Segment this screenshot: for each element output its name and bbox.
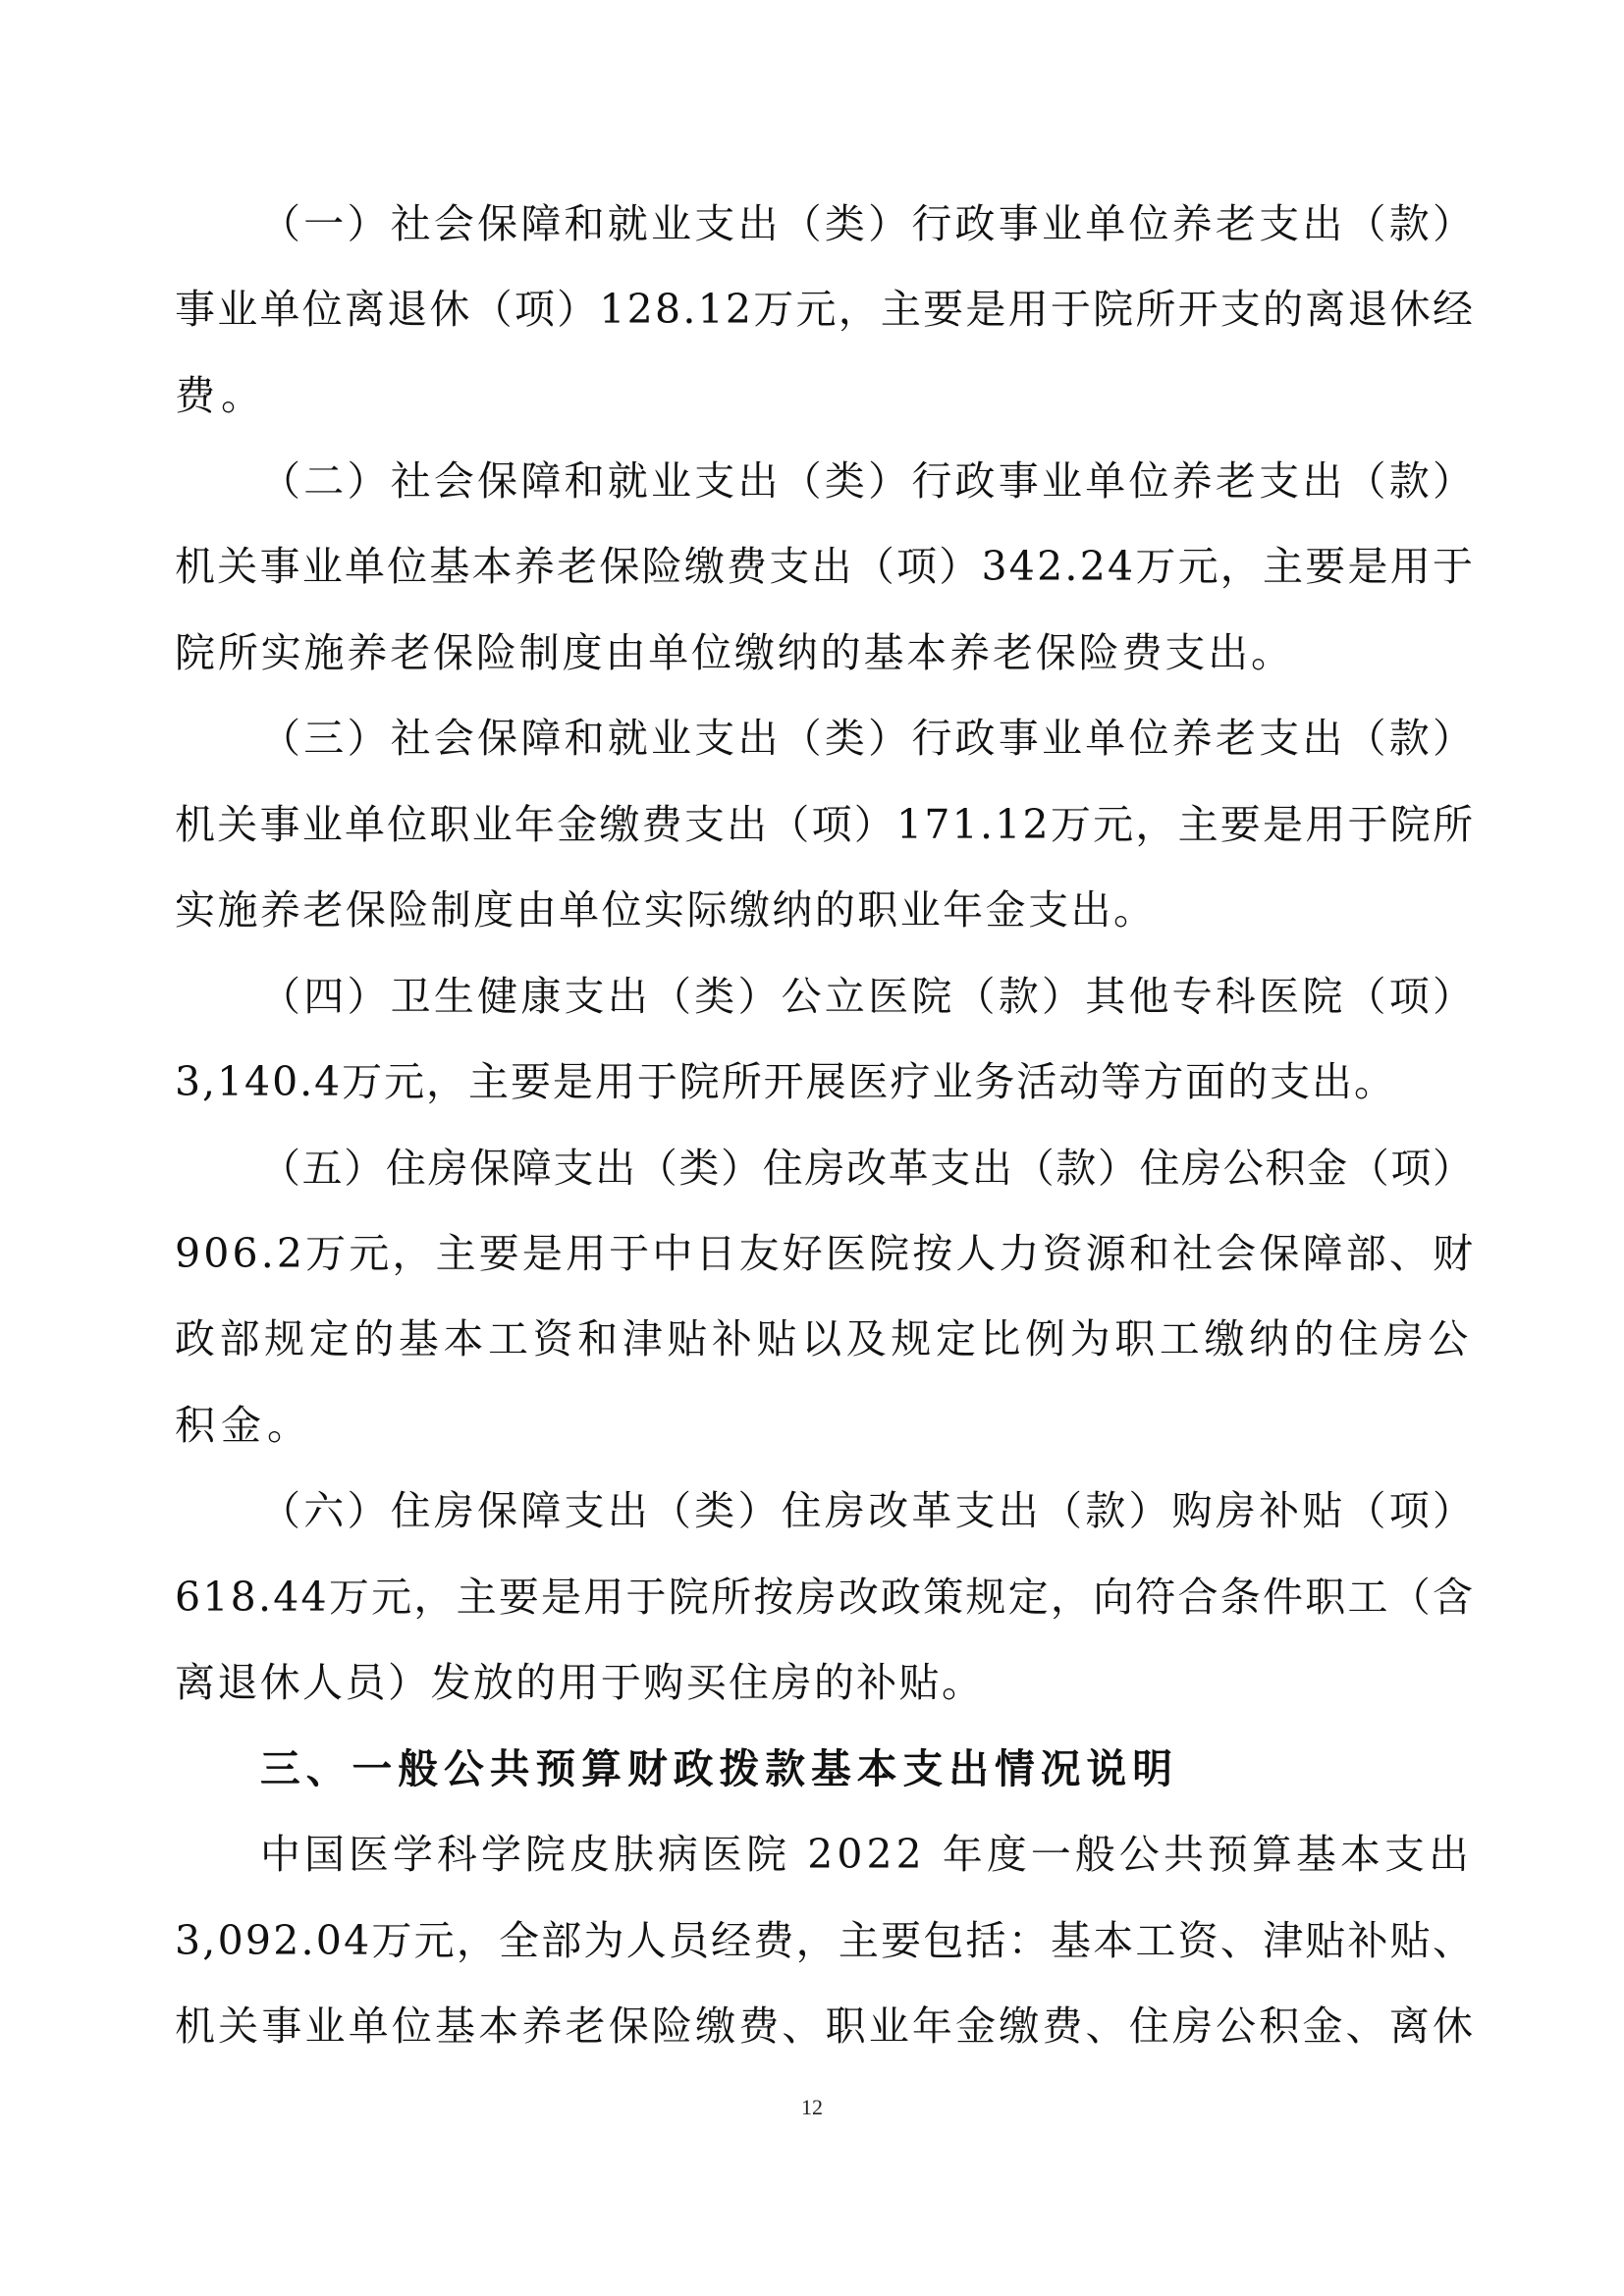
paragraph-3-line-3	[0, 882, 1624, 937]
paragraph-1-line-2	[0, 282, 1624, 337]
paragraph-2-line-3	[0, 625, 1624, 680]
text-span: 机关事业单位基本养老保险缴费、职业年金缴费、住房公积金、离休	[175, 2002, 1477, 2050]
paragraph-5-line-4	[0, 1398, 1624, 1453]
closing-paragraph-line-1	[0, 1827, 1624, 1882]
text-span: 三、一般公共预算财政拨款基本支出情况说明	[260, 1745, 1178, 1792]
text-span: 实施养老保险制度由单位实际缴纳的职业年金支出。	[175, 886, 1157, 934]
page-number: 12	[801, 2095, 823, 2119]
text-span: 积金。	[175, 1402, 313, 1449]
text-span: 中国医学科学院皮肤病医院 2022 年度一般公共预算基本支出	[260, 1831, 1473, 1878]
text-span: 事业单位离退休（项）128.12万元，主要是用于院所开支的离退休经	[175, 286, 1476, 333]
paragraph-5-line-2	[0, 1226, 1624, 1281]
paragraph-6-line-1	[0, 1483, 1624, 1538]
text-span: 院所实施养老保险制度由单位缴纳的基本养老保险费支出。	[175, 629, 1294, 676]
section-heading	[0, 1741, 1624, 1796]
text-span: （一）社会保障和就业支出（类）行政事业单位养老支出（款）	[260, 200, 1477, 247]
paragraph-2-line-1	[0, 454, 1624, 508]
text-span: （四）卫生健康支出（类）公立医院（款）其他专科医院（项）	[260, 973, 1477, 1020]
paragraph-6-line-2	[0, 1570, 1624, 1625]
paragraph-4-line-2	[0, 1054, 1624, 1109]
text-span: （三）社会保障和就业支出（类）行政事业单位养老支出（款）	[260, 715, 1477, 762]
text-span: 3,092.04万元，全部为人员经费，主要包括：基本工资、津贴补贴、	[175, 1917, 1476, 1964]
paragraph-6-line-3	[0, 1655, 1624, 1710]
paragraph-3-line-2	[0, 797, 1624, 852]
paragraph-1-line-3	[0, 368, 1624, 423]
text-span: （五）住房保障支出（类）住房改革支出（款）住房公积金（项）	[260, 1145, 1475, 1192]
paragraph-5-line-1	[0, 1141, 1624, 1196]
text-span: 3,140.4万元，主要是用于院所开展医疗业务活动等方面的支出。	[175, 1058, 1396, 1105]
closing-paragraph-line-2	[0, 1913, 1624, 1968]
text-span: 费。	[175, 372, 267, 419]
paragraph-3-line-1	[0, 711, 1624, 766]
text-span: 机关事业单位职业年金缴费支出（项）171.12万元，主要是用于院所	[175, 801, 1476, 848]
text-span: 离退休人员）发放的用于购买住房的补贴。	[175, 1659, 985, 1706]
paragraph-4-line-1	[0, 969, 1624, 1024]
text-span: （六）住房保障支出（类）住房改革支出（款）购房补贴（项）	[260, 1487, 1477, 1534]
text-span: 618.44万元，主要是用于院所按房改政策规定，向符合条件职工（含	[175, 1574, 1476, 1621]
paragraph-5-line-3	[0, 1311, 1624, 1366]
text-span: 政部规定的基本工资和津贴补贴以及规定比例为职工缴纳的住房公	[175, 1315, 1473, 1362]
text-span: 机关事业单位基本养老保险缴费支出（项）342.24万元，主要是用于	[175, 543, 1476, 590]
text-span: （二）社会保障和就业支出（类）行政事业单位养老支出（款）	[260, 457, 1477, 505]
text-span: 906.2万元，主要是用于中日友好医院按人力资源和社会保障部、财	[175, 1230, 1477, 1277]
paragraph-2-line-2	[0, 539, 1624, 594]
closing-paragraph-line-3	[0, 1999, 1624, 2054]
paragraph-1-line-1	[0, 196, 1624, 251]
